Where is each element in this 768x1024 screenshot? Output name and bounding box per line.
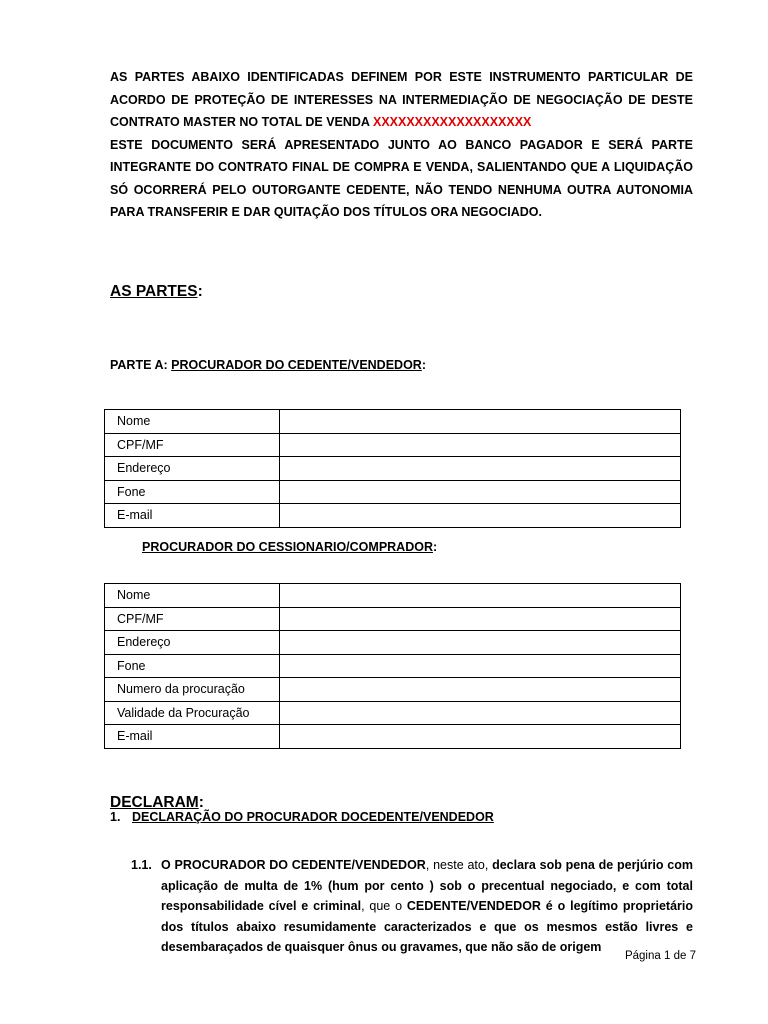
form-row (105, 701, 681, 725)
footer-separator: de (673, 950, 687, 962)
clause-1-title: DECLARAÇÃO DO PROCURADOR DOCEDENTE/VENDEDOR (132, 810, 494, 824)
intro-paragraph-1 (110, 66, 693, 134)
form-row (105, 504, 681, 528)
field-label: Endereço (105, 631, 280, 655)
field-label: Nome (105, 584, 280, 608)
form-row (105, 410, 681, 434)
clause-1-1-part-5: CEDENTE/VENDEDOR é o legítimo proprietário dos títulos abaixo resumidamente caracterizados e que os mesmos estão livres e desembaraçados de quaisquer ônus ou gravames, que não são de origem (161, 899, 694, 954)
party-a-prefix: PARTE A: (110, 358, 172, 372)
party-b-table (104, 583, 681, 749)
field-value[interactable] (280, 631, 681, 655)
field-label: E-mail (105, 504, 280, 528)
intro-paragraph-1-text: AS PARTES ABAIXO IDENTIFICADAS DEFINEM POR ESTE INSTRUMENTO PARTICULAR DE ACORDO DE PROTEÇÃO DE INTERESSES NA INTERMEDIAÇÃO DE NEGOCIAÇÃO DE DESTE CONTRATO MASTER NO TOTAL DE VENDA (110, 70, 693, 129)
party-a-colon: : (421, 358, 426, 372)
page-footer (625, 950, 696, 962)
clause-1-1-part-2: , neste ato, (425, 858, 493, 872)
field-value[interactable] (280, 504, 681, 528)
field-value[interactable] (280, 678, 681, 702)
party-a-table (104, 409, 681, 528)
field-label: Validade da Procuração (105, 701, 280, 725)
partes-heading-text: AS PARTES (110, 283, 198, 300)
party-b-heading (142, 540, 437, 554)
field-value[interactable] (280, 725, 681, 749)
field-value[interactable] (280, 584, 681, 608)
form-row (105, 433, 681, 457)
field-value[interactable] (280, 410, 681, 434)
clause-1-1-part-1: O PROCURADOR DO CEDENTE/VENDEDOR (161, 858, 426, 872)
form-row (105, 678, 681, 702)
field-value[interactable] (280, 433, 681, 457)
form-row (105, 631, 681, 655)
declaram-heading-colon: : (198, 794, 204, 811)
declaram-heading-text: DECLARAM (110, 794, 199, 811)
form-row (105, 654, 681, 678)
form-row (105, 607, 681, 631)
field-value[interactable] (280, 701, 681, 725)
clause-1-heading (110, 810, 494, 824)
footer-label: Página (624, 950, 661, 962)
field-label: CPF/MF (105, 607, 280, 631)
partes-heading-colon: : (197, 283, 203, 300)
clause-1-1 (131, 855, 693, 958)
footer-total-pages: 7 (689, 950, 696, 962)
clause-1-1-text (161, 855, 693, 958)
form-row (105, 725, 681, 749)
field-value[interactable] (280, 480, 681, 504)
clause-1-1-number: 1.1. (131, 858, 152, 872)
party-a-heading (110, 358, 426, 372)
field-label: Nome (105, 410, 280, 434)
footer-current-page: 1 (663, 950, 671, 962)
form-row (105, 584, 681, 608)
field-label: CPF/MF (105, 433, 280, 457)
form-row (105, 480, 681, 504)
intro-paragraph-2: ESTE DOCUMENTO SERÁ APRESENTADO JUNTO AO BANCO PAGADOR E SERÁ PARTE INTEGRANTE DO CONTRATO FINAL DE COMPRA E VENDA, SALIENTANDO QUE A LIQUIDAÇÃO SÓ OCORRERÁ PELO OUTORGANTE CEDENTE, NÃO TENDO NENHUMA OUTRA AUTONOMIA PARA TRANSFERIR E DAR QUITAÇÃO DOS TÍTULOS ORA NEGOCIADO. (110, 137, 693, 219)
party-b-colon: : (433, 540, 438, 554)
field-label: Fone (105, 654, 280, 678)
total-value-placeholder: XXXXXXXXXXXXXXXXXXX (372, 115, 532, 129)
field-value[interactable] (280, 457, 681, 481)
field-value[interactable] (280, 607, 681, 631)
clause-1-number: 1. (110, 810, 121, 824)
field-label: Fone (105, 480, 280, 504)
field-value[interactable] (280, 654, 681, 678)
field-label: Endereço (105, 457, 280, 481)
clause-1-1-part-3: declara sob pena de perjúrio com aplicação de multa de 1% (hum por cento ) sob o precentual negociado, e com total responsabilidade cível e criminal (161, 858, 693, 913)
partes-heading (110, 283, 203, 301)
field-label: E-mail (105, 725, 280, 749)
party-b-title: PROCURADOR DO CESSIONARIO/COMPRADOR (142, 540, 433, 554)
clause-1-1-part-4: , que o (361, 899, 407, 913)
form-row (105, 457, 681, 481)
party-a-title: PROCURADOR DO CEDENTE/VENDEDOR (171, 358, 422, 372)
intro-section (110, 66, 693, 224)
field-label: Numero da procuração (105, 678, 280, 702)
